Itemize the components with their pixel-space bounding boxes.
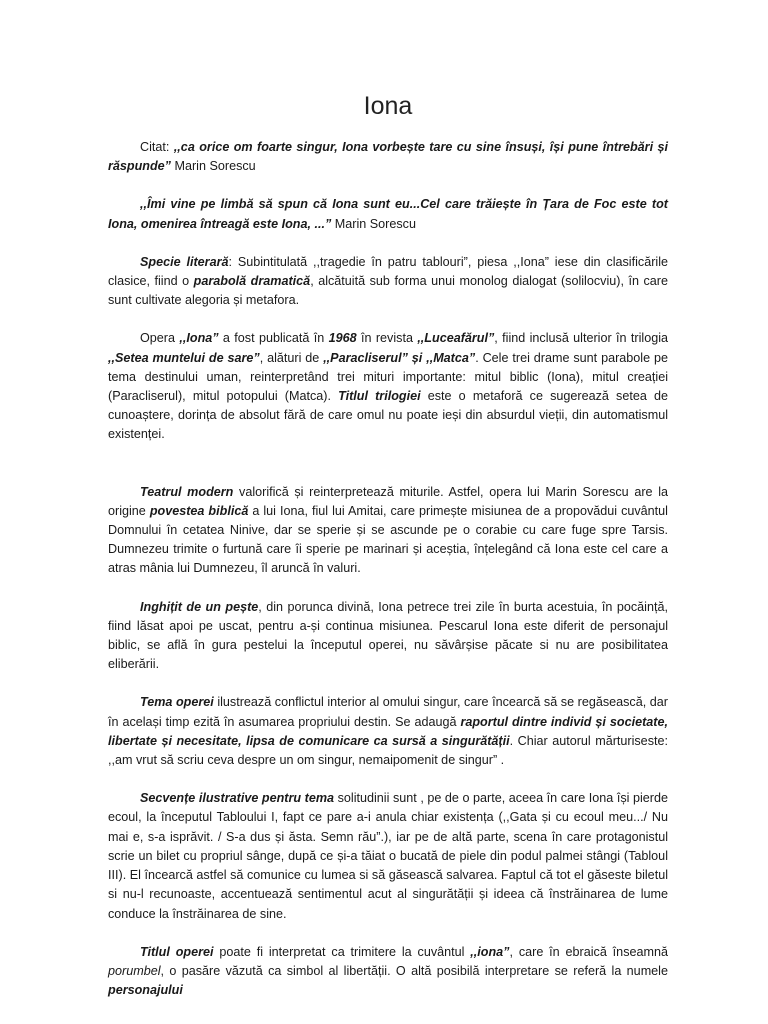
citat-author-2: Marin Sorescu bbox=[331, 216, 416, 231]
emphasis: ,,iona” bbox=[470, 944, 510, 959]
emphasis: Secvențe ilustrative pentru tema bbox=[140, 791, 335, 806]
paragraph-inghitit bbox=[108, 598, 668, 675]
paragraph-teatrul-modern bbox=[108, 483, 668, 579]
text-span: , fiind inclusă ulterior în trilogia bbox=[494, 331, 668, 346]
emphasis: ,,Setea muntelui de sare” bbox=[108, 350, 260, 365]
text-span: poate fi interpretat ca trimitere la cuvântul bbox=[213, 944, 471, 959]
text-span: a lui Iona, fiul lui Amitai, care primește misiunea de a propovădui cuvântul Domnului în cetatea Ninive, dar se sperie și se ascunde pe o corabie cu care fuge spre Tarsis. Dumnezeu trimite o furtună care îi sperie pe marinari și aceștia, înțelegând că Iona este cel care a atras mânia lui Dumnezeu, îl aruncă în valuri. bbox=[108, 503, 668, 576]
text-span: , din porunca divină, Iona petrece trei zile în burta acestuia, în pocăință, fiind lăsat apoi pe uscat, pentru a-și continua misiunea. Pescarul Iona este diferit de personajul biblic, se află în gura pestelui la începutul operei, nu săvârșise păcate si nu are posibilitatea eliberării. bbox=[108, 599, 668, 672]
emphasis: personajului bbox=[108, 983, 183, 998]
emphasis: Tema operei bbox=[140, 695, 214, 710]
emphasis: Inghițit de un pește bbox=[140, 599, 259, 614]
emphasis: raportul dintre individ și societate, libertate și necesitate, lipsa de comunicare ca sursă a singurătății bbox=[108, 714, 668, 748]
paragraph-citat-1 bbox=[108, 138, 668, 176]
emphasis: ,,Paracliserul” și ,,Matca” bbox=[323, 350, 476, 365]
term-specie-literara: Specie literară bbox=[140, 254, 229, 269]
text-span: a fost publicată în bbox=[218, 331, 329, 346]
page-title: Iona bbox=[363, 92, 413, 120]
text-span: : Subintitulată ,,tragedie în patru tablouri”, piesa ,,Iona” iese din clasificările clasice, fiind o bbox=[108, 254, 668, 289]
emphasis: ,,Luceafărul” bbox=[417, 331, 495, 346]
text-span: în revista bbox=[356, 331, 418, 346]
text-span: , alcătuită sub forma unui monolog dialogat (solilocviu), în care sunt cultivate alegoria și metafora. bbox=[108, 274, 668, 308]
emphasis: Teatrul modern bbox=[140, 484, 234, 499]
text-span: este o metaforă ce sugerează setea de cunoaștere, dorința de absolut fără de care omul nu poate ieși din absurdul vieții, din automatismul existenței. bbox=[108, 389, 668, 442]
emphasis: povestea biblică bbox=[149, 503, 249, 518]
paragraph-citat-2 bbox=[108, 195, 668, 233]
text-span: . Cele trei drame sunt parabole pe tema destinului uman, reinterpretând trei mituri importante: mitul biblic (Iona), mitul creației (Paracliserul), mitul potopului (Matca). bbox=[108, 350, 668, 404]
paragraph-opera bbox=[108, 329, 668, 444]
emphasis: Titlul operei bbox=[140, 944, 214, 959]
citat-author-1: Marin Sorescu bbox=[170, 159, 256, 174]
text-span: ilustrează conflictul interior al omului singur, care încearcă să se regăsească, dar în același timp ezită în asumarea propriului destin. Se adaugă bbox=[108, 695, 668, 729]
text-span: Opera bbox=[140, 331, 180, 346]
text-span: , care în ebraică înseamnă bbox=[509, 944, 668, 959]
paragraph-tema-operei bbox=[108, 693, 668, 770]
emphasis: 1968 bbox=[328, 331, 357, 346]
term-parabola-dramatica: parabolă dramatică bbox=[193, 274, 311, 289]
text-span: . Chiar autorul mărturiseste: ,,am vrut să scriu ceva despre un om singur, nemaipomenit de singur” . bbox=[108, 733, 668, 768]
text-span: , o pasăre văzută ca simbol al libertății. O altă posibilă interpretare se referă la numele bbox=[160, 963, 668, 978]
text-span: solitudinii sunt , pe de o parte, aceea în care Iona își pierde ecoul, la începutul Tabloului I, fapt ce pare a-i anula chiar existența (,,Gata și cu ecoul meu.../ Nu mai e, s-a isprăvit. / S-a dus și ăsta. Semn rău”.), iar pe de altă parte, scena în care protagonistul scrie un bilet cu propriul sânge, după ce și-a tăiat o bucată de piele din podul palmei stângi (Tabloul III). El încearcă astfel să comunice cu lumea si să găsească salvarea. Faptul că tot el găseste biletul si nu-l recunoaste, accentuează sentimentul acut al singurătății și ideea că înstrăinarea de lume conduce la înstrăinarea de sine. bbox=[108, 791, 669, 921]
citat-lead: Citat: bbox=[140, 140, 174, 154]
text-span: valorifică și reinterpretează miturile. Astfel, opera lui Marin Sorescu are la origine bbox=[108, 484, 669, 518]
emphasis: porumbel bbox=[108, 963, 161, 978]
citat-quote-2: ,,Îmi vine pe limbă să spun că Iona sunt eu...Cel care trăiește în Țara de Foc este tot Iona, omenirea întreagă este Iona, ...” bbox=[108, 197, 668, 231]
paragraph-specie-literara bbox=[108, 253, 668, 311]
paragraph-titlul-operei bbox=[108, 943, 668, 1001]
paragraph-secvente-ilustrative bbox=[108, 789, 668, 923]
emphasis: ,,Iona” bbox=[179, 331, 219, 346]
citat-quote-1: ,,ca orice om foarte singur, Iona vorbește tare cu sine însuși, își pune întrebări și răspunde” bbox=[108, 140, 668, 174]
emphasis: Titlul trilogiei bbox=[338, 389, 421, 404]
text-span: , alături de bbox=[259, 350, 324, 365]
